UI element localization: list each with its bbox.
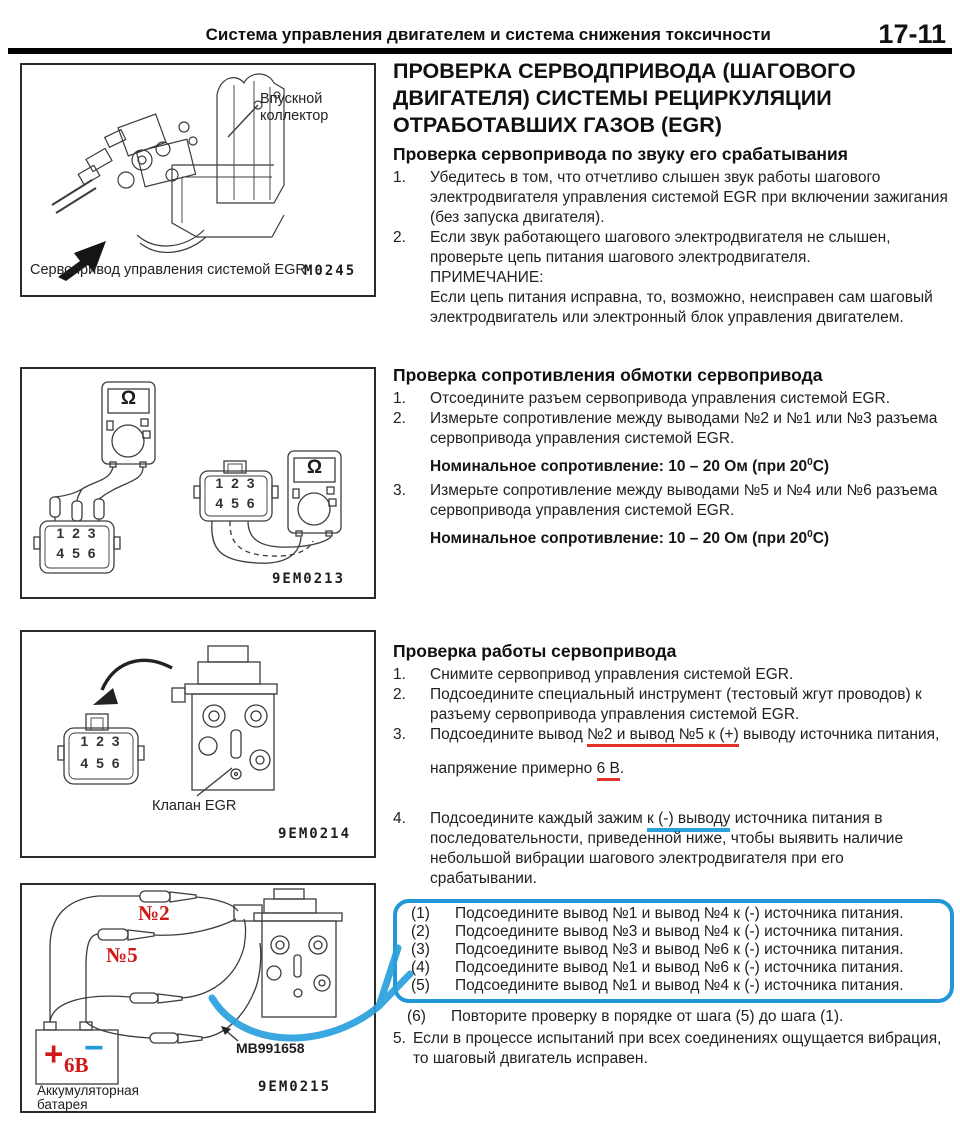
curved-arrow-icon: [102, 660, 172, 690]
item-text: Если звук работающего шагового электродвигателя не слышен, проверьте цепь питания шагового электродвигателя.: [430, 229, 891, 266]
tool-code: MB991658: [236, 1040, 305, 1056]
connector-pins: 1 2 3: [56, 525, 98, 541]
figure-code: 9EM0214: [278, 826, 352, 842]
ohm-symbol: Ω: [306, 457, 323, 478]
spec-resistance: [430, 453, 954, 477]
item-text: Если в процессе испытаний при всех соединениях ощущается вибрация, то шаговый двигатель исправен.: [413, 1030, 942, 1068]
item-number: 2.: [393, 410, 406, 427]
figure-operation-test: [20, 883, 376, 1113]
wire-2-label: №2: [138, 901, 170, 925]
article: [393, 58, 954, 1069]
battery-minus: −: [84, 1029, 104, 1067]
step-number: (2): [411, 923, 430, 941]
figure-code: M0245: [304, 263, 357, 279]
item-text: выводу источника питания,: [738, 726, 940, 744]
battery-plus: +: [44, 1035, 64, 1072]
chapter-title: Система управления двигателем и система снижения токсичности: [205, 25, 771, 44]
item-text: Подсоедините каждый зажим: [430, 810, 648, 828]
valve-label: Клапан EGR: [152, 798, 237, 814]
step-number: (6): [407, 1008, 426, 1026]
item-text: [430, 809, 954, 889]
spec-sup: 0: [807, 457, 813, 468]
note-text: Если цепь питания исправна, то, возможно, неисправен сам шаговый электродвигатель или электронный блок управления двигателем.: [430, 289, 933, 326]
spec-text: Номинальное сопротивление: 10 – 20 Ом (при 20: [430, 458, 808, 476]
item-number: 1.: [393, 666, 406, 684]
list-item: [393, 389, 954, 409]
item-text: .: [619, 760, 625, 778]
figure-code: 9EM0213: [272, 571, 346, 587]
battery-label: Аккумуляторная батарея: [37, 1083, 139, 1112]
item-text: напряжение примерно: [430, 760, 597, 778]
connector-pins: 4 5 6: [215, 495, 257, 511]
item-number: 5.: [393, 1030, 406, 1048]
spec-text: С): [812, 458, 830, 476]
spec-resistance: [430, 525, 954, 549]
step-text: Подсоедините вывод №3 и вывод №4 к (-) источника питания.: [455, 923, 904, 941]
step-text: Подсоедините вывод №1 и вывод №4 к (-) источника питания.: [455, 977, 904, 995]
step-text: Подсоедините вывод №1 и вывод №6 к (-) источника питания.: [455, 959, 904, 977]
sequence-step: [407, 1007, 954, 1027]
curved-arrow-head-icon: [93, 688, 118, 705]
article-title: ПРОВЕРКА СЕРВОДПРИВОДА (ШАГОВОГО ДВИГАТЕЛЯ) СИСТЕМЫ РЕЦИРКУЛЯЦИИ ОТРАБОТАВШИХ ГАЗОВ (EGR): [393, 59, 856, 137]
heading-operation-check: Проверка работы сервопривода: [393, 641, 677, 662]
wire-5-label: №5: [106, 943, 138, 967]
ohm-symbol: Ω: [120, 388, 137, 409]
item-number: 2.: [393, 229, 406, 246]
note-label: ПРИМЕЧАНИЕ:: [430, 269, 544, 286]
list-item: [393, 409, 954, 449]
connector-pins: 1 2 3: [80, 733, 122, 749]
item-text: Подсоедините специальный инструмент (тестовый жгут проводов) к разъему сервопривода управления системой EGR.: [430, 686, 922, 724]
sequence-step: [411, 959, 944, 977]
sequence-step: [411, 923, 944, 941]
red-underlined-text: 6 В: [597, 760, 620, 781]
sequence-step: [411, 977, 944, 995]
note-block: [430, 268, 954, 328]
step-number: (1): [411, 905, 430, 923]
list-item: [393, 685, 954, 725]
connector-pins: 4 5 6: [56, 545, 98, 561]
item-text: Измерьте сопротивление между выводами №2 и №1 или №3 разъема сервопривода управления системой EGR.: [430, 410, 938, 447]
step-text: Подсоедините вывод №1 и вывод №4 к (-) источника питания.: [455, 905, 904, 923]
step-text: Подсоедините вывод №3 и вывод №6 к (-) источника питания.: [455, 941, 904, 959]
page-header: [8, 0, 952, 54]
item-text: Убедитесь в том, что отчетливо слышен звук работы шагового электродвигателя управления системой EGR при включении зажигания (без запуска двигателя).: [430, 169, 948, 226]
list-item: [393, 665, 954, 685]
list-item: [393, 168, 954, 228]
item-text: Измерьте сопротивление между выводами №5 и №4 или №6 разъема сервопривода управления системой EGR.: [430, 482, 938, 520]
item-text: Отсоедините разъем сервопривода управления системой EGR.: [430, 390, 891, 407]
sequence-step: [411, 905, 944, 923]
step-text: Повторите проверку в порядке от шага (5) до шага (1).: [451, 1008, 844, 1026]
figure-code: 9EM0215: [258, 1079, 332, 1095]
highlighted-sequence-box: [393, 899, 954, 1003]
list-item: [393, 1029, 954, 1069]
item-number: 3.: [393, 482, 406, 500]
step-number: (3): [411, 941, 430, 959]
item-number: 1.: [393, 169, 406, 186]
item-number: 2.: [393, 686, 406, 704]
blue-underlined-text: к (-) выводу: [647, 810, 730, 832]
heading-sound-check: Проверка сервопривода по звуку его срабатывания: [393, 144, 848, 164]
item-continuation: [430, 759, 954, 779]
list-item: [393, 228, 954, 268]
figure-egr-valve: [20, 630, 376, 858]
item-text: [430, 725, 954, 745]
list-item: [393, 481, 954, 521]
manifold-label: Впускной коллектор: [260, 91, 329, 124]
item-number: 3.: [393, 726, 406, 744]
list-item: [393, 725, 954, 745]
step-number: (4): [411, 959, 430, 977]
battery-voltage: 6В: [64, 1053, 89, 1077]
step-number: (5): [411, 977, 430, 995]
heading-resistance-check: Проверка сопротивления обмотки сервопривода: [393, 365, 823, 385]
item-number: 4.: [393, 810, 406, 828]
connector-pins: 1 2 3: [215, 475, 257, 491]
figure-resistance-check: [20, 367, 376, 599]
item-text: источника питания в последовательности, приведенной ниже, чтобы выявить наличие небольшой вибрации шагового электродвигателя при его срабатывании.: [430, 810, 904, 888]
sequence-step: [411, 941, 944, 959]
page-number: 17-11: [878, 19, 946, 49]
connector-pins: 4 5 6: [80, 755, 122, 771]
spec-text: С): [812, 530, 830, 548]
multimeter-drawing: [22, 369, 374, 597]
list-item: [393, 809, 954, 889]
servo-label: Сервопривод управления системой EGR: [30, 262, 306, 278]
spec-text: Номинальное сопротивление: 10 – 20 Ом (при 20: [430, 530, 808, 548]
red-underlined-text: №2 и вывод №5 к (+): [587, 726, 739, 747]
item-text: Подсоедините вывод: [430, 726, 588, 744]
item-text: Снимите сервопривод управления системой EGR.: [430, 666, 794, 684]
figure-servo-location: [20, 63, 376, 297]
spec-sup: 0: [807, 529, 813, 541]
item-number: 1.: [393, 390, 406, 407]
